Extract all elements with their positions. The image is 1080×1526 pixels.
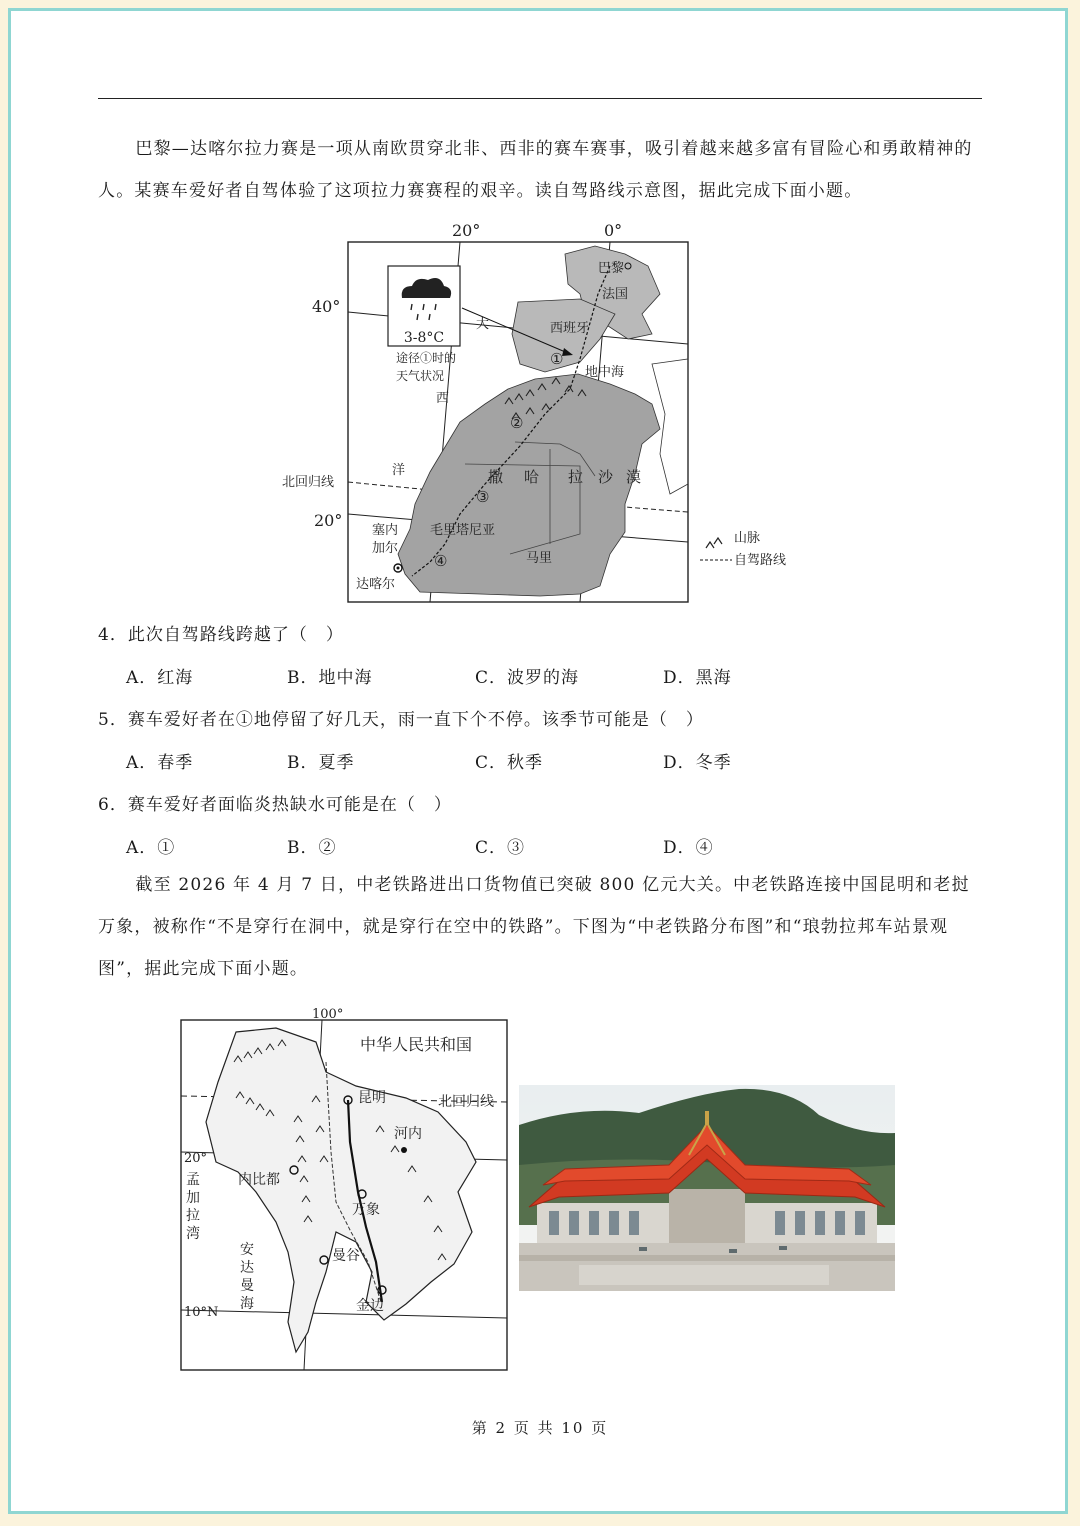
q6-option-c[interactable]: C．③	[475, 838, 526, 858]
china-laos-railway-map	[176, 1002, 516, 1374]
bay-4: 湾	[186, 1226, 200, 1242]
sahara-2: 哈	[524, 468, 540, 486]
lon-label-0: 0°	[604, 221, 623, 240]
header-rule	[98, 98, 982, 99]
q5-option-c[interactable]: C．秋季	[475, 753, 544, 773]
q5-stem: 5．赛车爱好者在①地停留了好几天，雨一直下个不停。该季节可能是（ ）	[98, 710, 704, 730]
bay-3: 拉	[186, 1208, 200, 1224]
label-bangkok: 曼谷	[332, 1248, 360, 1264]
label-mauritania: 毛里塔尼亚	[430, 523, 496, 538]
q4-stem: 4．此次自驾路线跨越了（ ）	[98, 625, 344, 645]
sahara-4: 沙	[598, 468, 614, 486]
q4-option-c[interactable]: C．波罗的海	[475, 668, 580, 688]
andaman-4: 海	[240, 1296, 254, 1312]
label-med: 地中海	[585, 365, 625, 380]
q4-option-b[interactable]: B．地中海	[287, 668, 373, 688]
andaman-1: 安	[240, 1242, 254, 1258]
lon-label-100: 100°	[312, 1007, 344, 1022]
label-dakar: 达喀尔	[356, 577, 396, 592]
label-china: 中华人民共和国	[360, 1035, 473, 1054]
sahara-1: 撒	[488, 468, 504, 486]
label-france: 法国	[602, 287, 629, 302]
bay-1: 孟	[186, 1172, 200, 1188]
andaman-3: 曼	[240, 1278, 254, 1294]
andaman-2: 达	[240, 1260, 254, 1276]
q4-option-a[interactable]: A．红海	[126, 668, 194, 688]
page-footer: 第 2 页 共 10 页	[471, 1419, 609, 1437]
marker-3: ③	[476, 488, 490, 506]
luang-prabang-station-photo	[519, 1085, 895, 1291]
label-senegal-1: 塞内	[372, 523, 399, 538]
rally-route-map	[280, 214, 800, 606]
label-atl-2: 西	[436, 391, 450, 406]
lat-label-20: 20°	[314, 511, 343, 530]
q6-option-a[interactable]: A．①	[126, 838, 176, 858]
legend-route-label: 自驾路线	[734, 553, 787, 568]
label-tropic-2: 北回归线	[438, 1094, 494, 1110]
marker-1: ①	[550, 350, 564, 368]
q5-option-b[interactable]: B．夏季	[287, 753, 355, 773]
label-senegal-2: 加尔	[372, 541, 399, 556]
q5-option-a[interactable]: A．春季	[126, 753, 194, 773]
lat-label-20n: 20°	[184, 1151, 208, 1166]
lon-label-20: 20°	[452, 221, 481, 240]
label-phnompenh: 金边	[356, 1298, 384, 1314]
sahara-5: 漠	[626, 468, 642, 486]
q6-option-b[interactable]: B．②	[287, 838, 337, 858]
label-atl-1: 大	[476, 317, 490, 332]
q4-option-d[interactable]: D．黑海	[663, 668, 732, 688]
hanoi-marker	[401, 1147, 407, 1153]
intro-paragraph-1: 巴黎—达喀尔拉力赛是一项从南欧贯穿北非、西非的赛车赛事，吸引着越来越多富有冒险心和勇敢精神的人。某赛车爱好者自驾体验了这项拉力赛赛程的艰辛。读自驾路线示意图，据此完成下面小题。	[98, 139, 973, 201]
label-kunming: 昆明	[358, 1090, 386, 1106]
intro-paragraph-2: 截至 2026 年 4 月 7 日，中老铁路进出口货物值已突破 800 亿元大关。中老铁路连接中国昆明和老挝万象，被称作“不是穿行在洞中，就是穿行在空中的铁路”。下图为“中老铁路分布图”和“琅勃拉邦车站景观图”，据此完成下面小题。	[98, 875, 970, 979]
label-vientiane: 万象	[352, 1202, 380, 1218]
lat-label-40: 40°	[312, 297, 341, 316]
marker-2: ②	[510, 414, 524, 432]
sahara-3: 拉	[568, 468, 584, 486]
q6-option-d[interactable]: D．④	[663, 838, 714, 858]
q6-stem: 6．赛车爱好者面临炎热缺水可能是在（ ）	[98, 795, 452, 815]
weather-caption-1: 途径①时的	[395, 351, 457, 365]
label-atl-3: 洋	[392, 463, 406, 478]
label-tropic: 北回归线	[282, 475, 335, 490]
legend-mountain-label: 山脉	[734, 531, 761, 546]
legend-mountain-icon	[706, 538, 722, 548]
q5-option-d[interactable]: D．冬季	[663, 753, 732, 773]
lat-label-10n: 10°N	[184, 1305, 219, 1320]
label-paris: 巴黎	[598, 261, 625, 276]
weather-caption-2: 天气状况	[395, 369, 445, 383]
label-naypyidaw: 内比都	[238, 1172, 280, 1188]
bay-2: 加	[186, 1190, 200, 1206]
weather-temp: 3-8°C	[403, 330, 445, 346]
marker-4: ④	[434, 552, 448, 570]
label-spain: 西班牙	[550, 321, 590, 336]
label-hanoi: 河内	[394, 1126, 422, 1142]
label-mali: 马里	[526, 551, 553, 566]
